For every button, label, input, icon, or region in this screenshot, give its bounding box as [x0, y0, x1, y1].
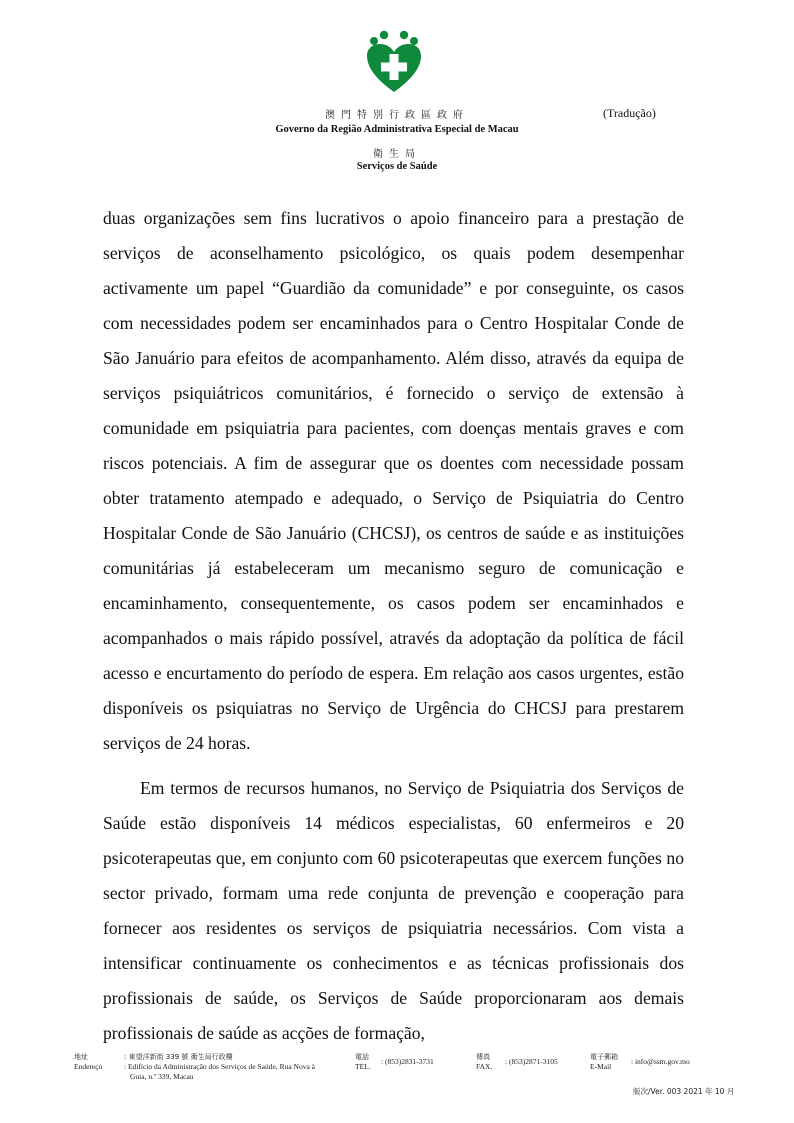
address-pt-line2: Guia, n.º 339, Macau: [130, 1072, 194, 1081]
fax-value: : (853)2871-3105: [505, 1057, 558, 1066]
address-zh: : 東望洋新街 339 號 衛生局行政樓: [124, 1053, 233, 1061]
email-value: : info@ssm.gov.mo: [631, 1057, 690, 1066]
document-body: [103, 201, 684, 1051]
version-stamp: 版次/Ver. 003 2021 年 10 月: [633, 1087, 735, 1096]
translation-note: (Tradução): [603, 106, 656, 120]
address-label-zh: 地址: [74, 1053, 88, 1061]
fax-label-pt: FAX.: [476, 1062, 493, 1071]
tel-label-zh: 電話: [355, 1053, 369, 1061]
government-name-zh: 澳門特別行政區政府: [325, 110, 469, 121]
tel-label-pt: TEL.: [355, 1062, 371, 1071]
department-name-pt: Serviços de Saúde: [356, 161, 438, 172]
fax-label-zh: 傳真: [476, 1053, 490, 1061]
paragraph-2: Em termos de recursos humanos, no Serviço de Psiquiatria dos Serviços de Saúde estão disponíveis 14 médicos especialistas, 60 enfermeiros e 20 psicoterapeutas que, em conjunto com 60 psicoterapeutas que exercem funções no sector privado, formam uma rede conjunta de prevenção e cooperação para fornecer aos residentes os serviços de psiquiatria necessários. Com vista a intensificar continuamente os conhecimentos e as técnicas profissionais dos profissionais de saúde, os Serviços de Saúde proporcionaram aos demais profissionais de saúde as acções de formação,: [103, 778, 684, 1043]
health-bureau-logo-icon: [365, 30, 423, 94]
address-label-pt: Endereço: [74, 1062, 103, 1071]
government-name-pt: Governo da Região Administrativa Especial de Macau: [275, 124, 519, 135]
paragraph-1: duas organizações sem fins lucrativos o apoio financeiro para a prestação de serviços de aconselhamento psicológico, os quais podem desempenhar activamente um papel “Guardião da comunidade” e por conseguinte, os casos com necessidades podem ser encaminhados para o Centro Hospitalar Conde de São Januário para efeitos de acompanhamento. Além disso, através da equipa de serviços psiquiátricos comunitários, é fornecido o serviço de extensão à comunidade em psiquiatria para pacientes, com doenças mentais graves e com riscos potenciais. A fim de assegurar que os doentes com necessidade possam obter tratamento atempado e adequado, o Serviço de Psiquiatria do Centro Hospitalar Conde de São Januário (CHCSJ), os centros de saúde e as instituições comunitárias já estabeleceram um mecanismo seguro de comunicação e encaminhamento, consequentemente, os casos podem ser encaminhados e acompanhados o mais rápido possível, através da adoptação da política de fácil acesso e encurtamento do período de espera. Em relação aos casos urgentes, estão disponíveis os psiquiatras no Serviço de Urgência do CHCSJ para prestarem serviços de 24 horas.: [103, 208, 684, 753]
department-name-zh: 衛生局: [373, 149, 421, 160]
address-pt-line1: : Edifício da Administração dos Serviços de Saúde, Rua Nova à: [124, 1062, 315, 1071]
tel-value: : (853)2831-3731: [381, 1057, 434, 1066]
email-label-zh: 電子郵箱: [590, 1053, 618, 1061]
email-label-pt: E-Mail: [590, 1062, 612, 1071]
page-footer: [0, 1050, 794, 1110]
